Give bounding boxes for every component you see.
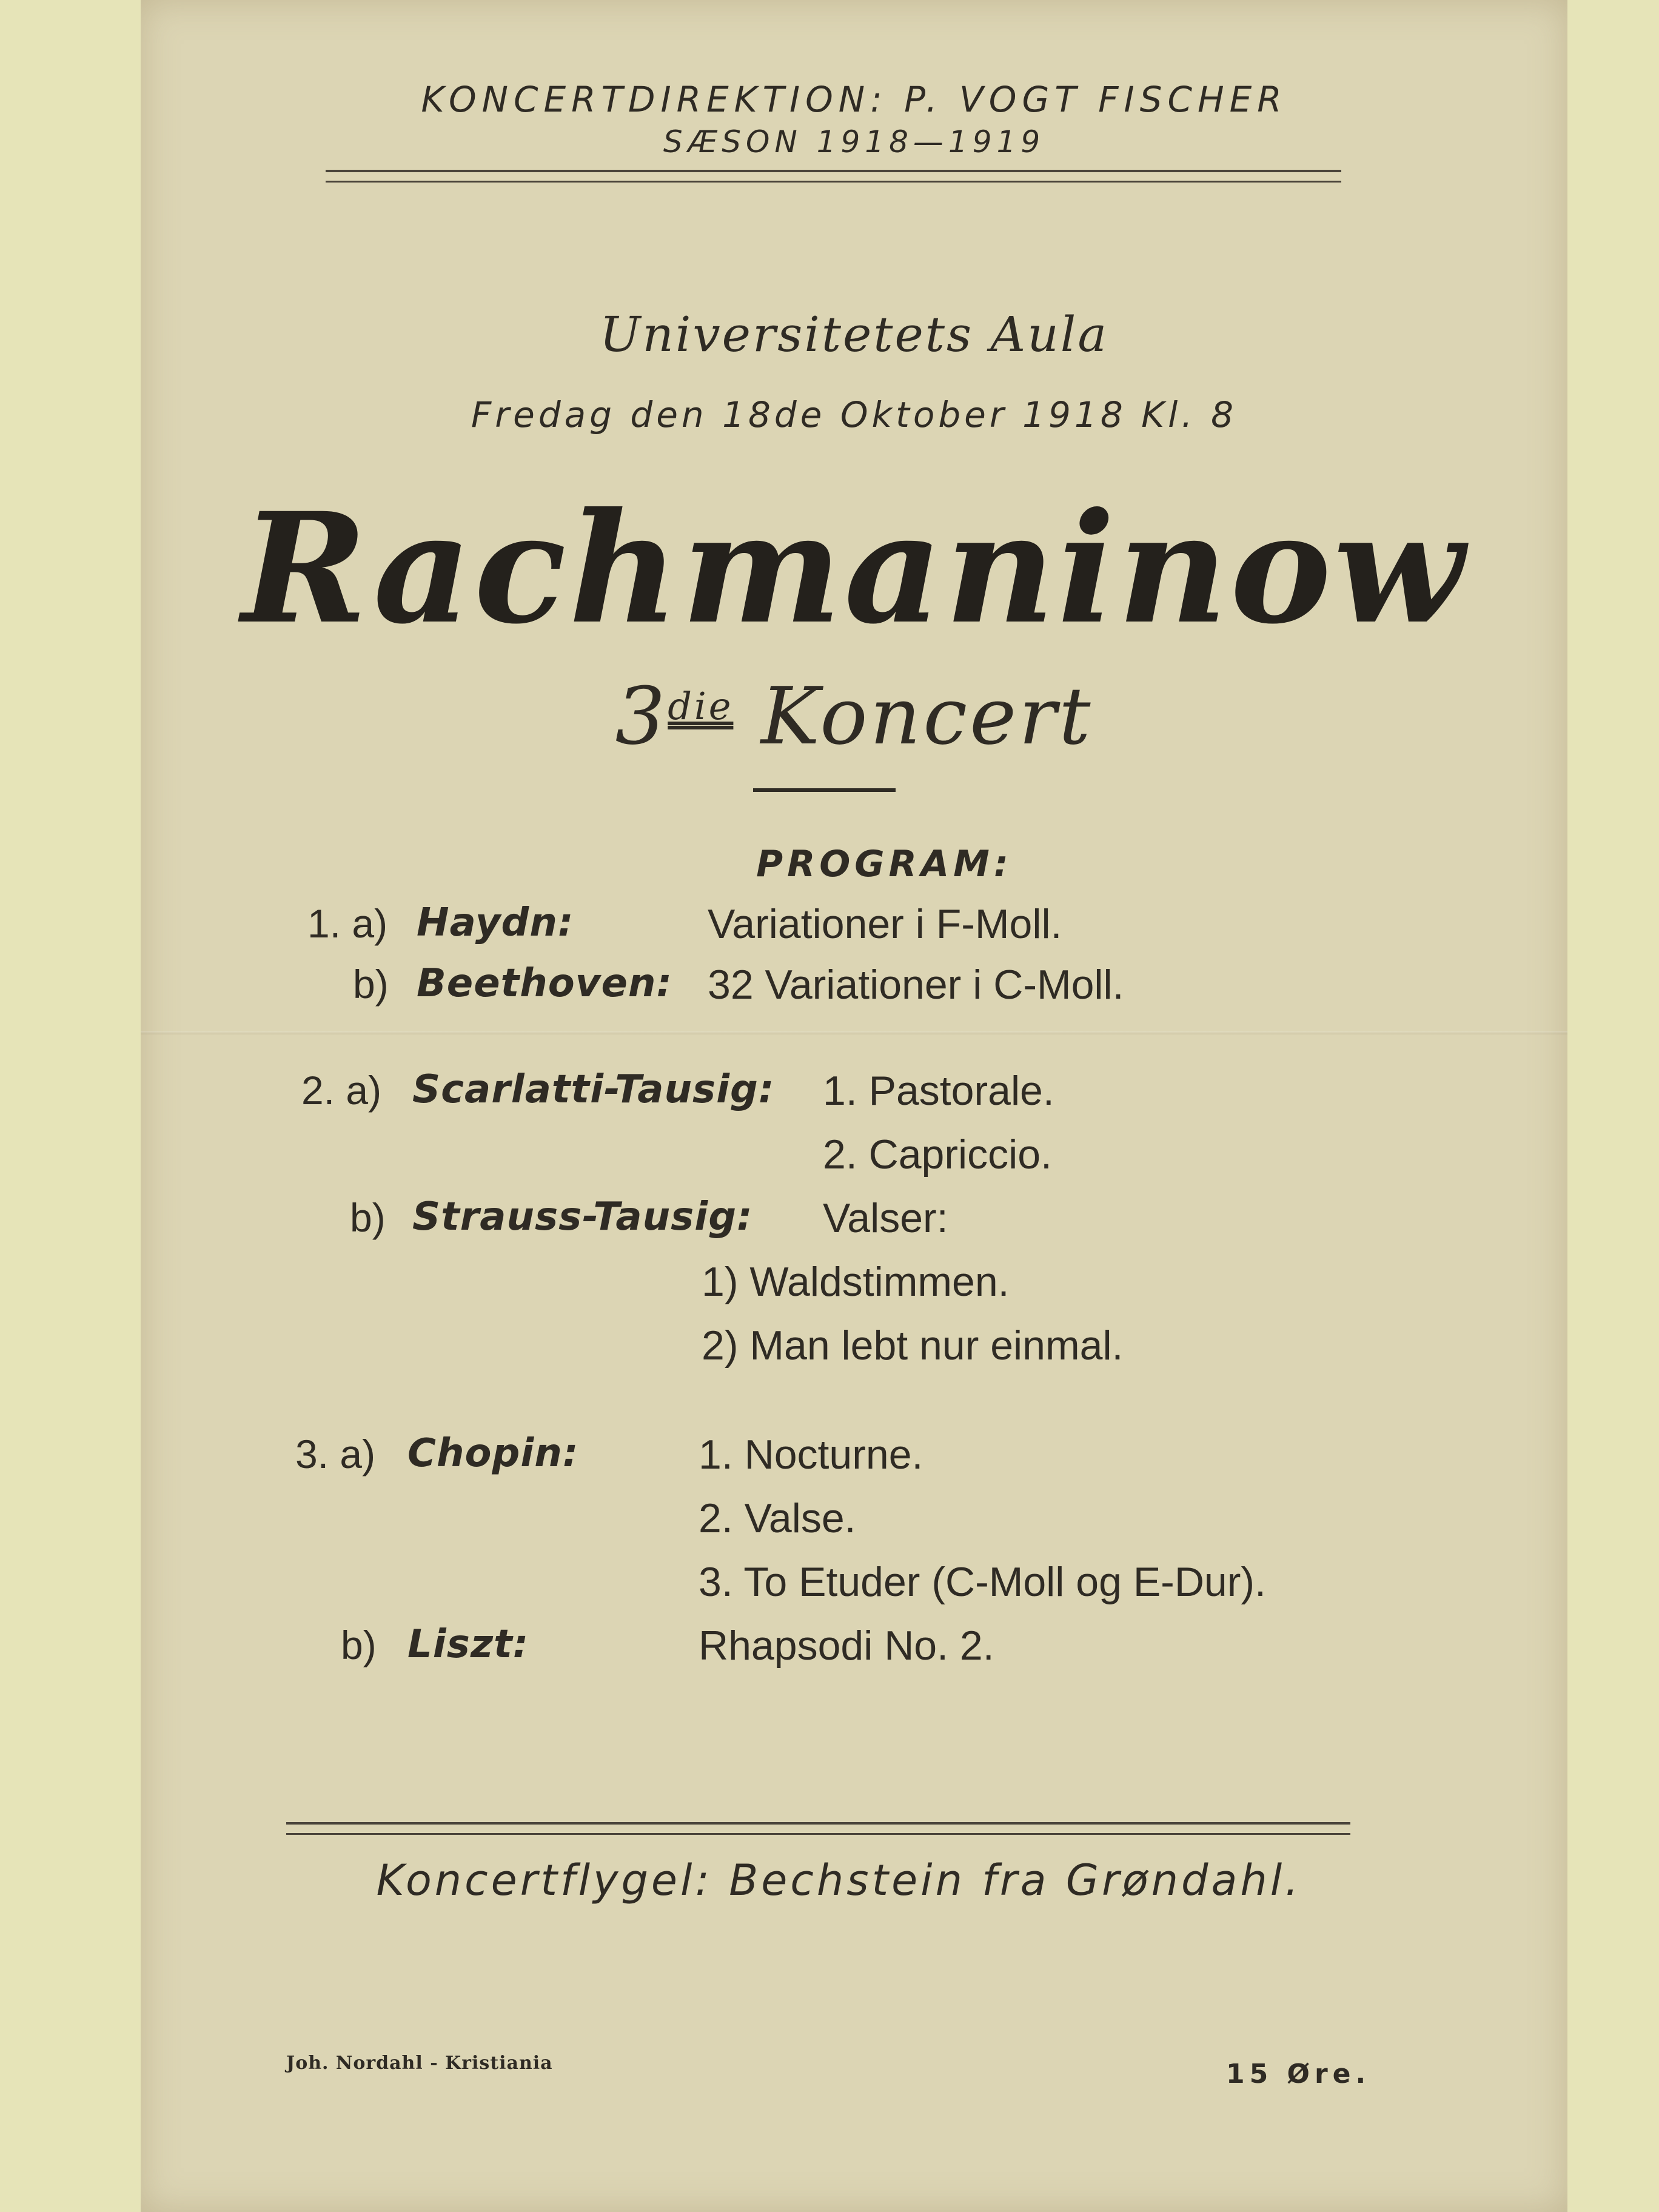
season: SÆSON 1918—1919 — [663, 124, 1045, 159]
work: 1. Pastorale. — [823, 1068, 1054, 1114]
item-number: b) — [353, 962, 389, 1007]
concert-number — [141, 670, 1567, 762]
work: Rhapsodi No. 2. — [699, 1623, 994, 1669]
work: 2. Valse. — [699, 1495, 856, 1541]
composer-strauss-tausig: Strauss-Tausig: — [412, 1195, 753, 1239]
title-underline — [753, 788, 896, 792]
header-rule — [326, 170, 1341, 183]
price: 15 Øre. — [1226, 2059, 1371, 2090]
composer-scarlatti-tausig: Scarlatti-Tausig: — [412, 1067, 775, 1112]
work: 2. Capriccio. — [823, 1131, 1052, 1178]
composer-beethoven: Beethoven: — [417, 961, 672, 1006]
work: 32 Variationer i C-Moll. — [708, 962, 1124, 1008]
composer-chopin: Chopin: — [407, 1431, 579, 1476]
composer-liszt: Liszt: — [407, 1622, 529, 1667]
item-number: 1. a) — [307, 901, 388, 946]
work: 3. To Etuder (C-Moll og E-Dur). — [699, 1559, 1266, 1605]
printer-credit: Joh. Nordahl - Kristiania — [286, 2053, 553, 2074]
concert-agency: KONCERTDIREKTION: P. VOGT FISCHER — [421, 79, 1287, 120]
item-number: 3. a) — [295, 1432, 376, 1476]
piano-credit: Koncertflygel: Bechstein fra Grøndahl. — [376, 1855, 1302, 1905]
composer-haydn: Haydn: — [417, 900, 574, 945]
program-sheet — [141, 0, 1567, 2212]
concert-ordinal: $3^{die}$ — [615, 670, 734, 762]
concert-date: Fredag den 18de Oktober 1918 Kl. 8 — [471, 394, 1238, 435]
program-heading: PROGRAM: — [756, 843, 1013, 885]
artist-name: Rachmaninow — [241, 479, 1467, 657]
work: Variationer i F-Moll. — [708, 901, 1062, 947]
item-number: b) — [341, 1623, 377, 1667]
concert-word: Koncert — [760, 670, 1093, 762]
footer-rule — [286, 1822, 1350, 1835]
venue: Universitetets Aula — [599, 306, 1109, 363]
work: 1. Nocturne. — [699, 1432, 923, 1478]
item-number: b) — [350, 1195, 386, 1240]
work: 2) Man lebt nur einmal. — [702, 1322, 1124, 1369]
item-number: 2. a) — [301, 1068, 382, 1113]
work: Valser: — [823, 1195, 948, 1241]
work: 1) Waldstimmen. — [702, 1259, 1010, 1305]
